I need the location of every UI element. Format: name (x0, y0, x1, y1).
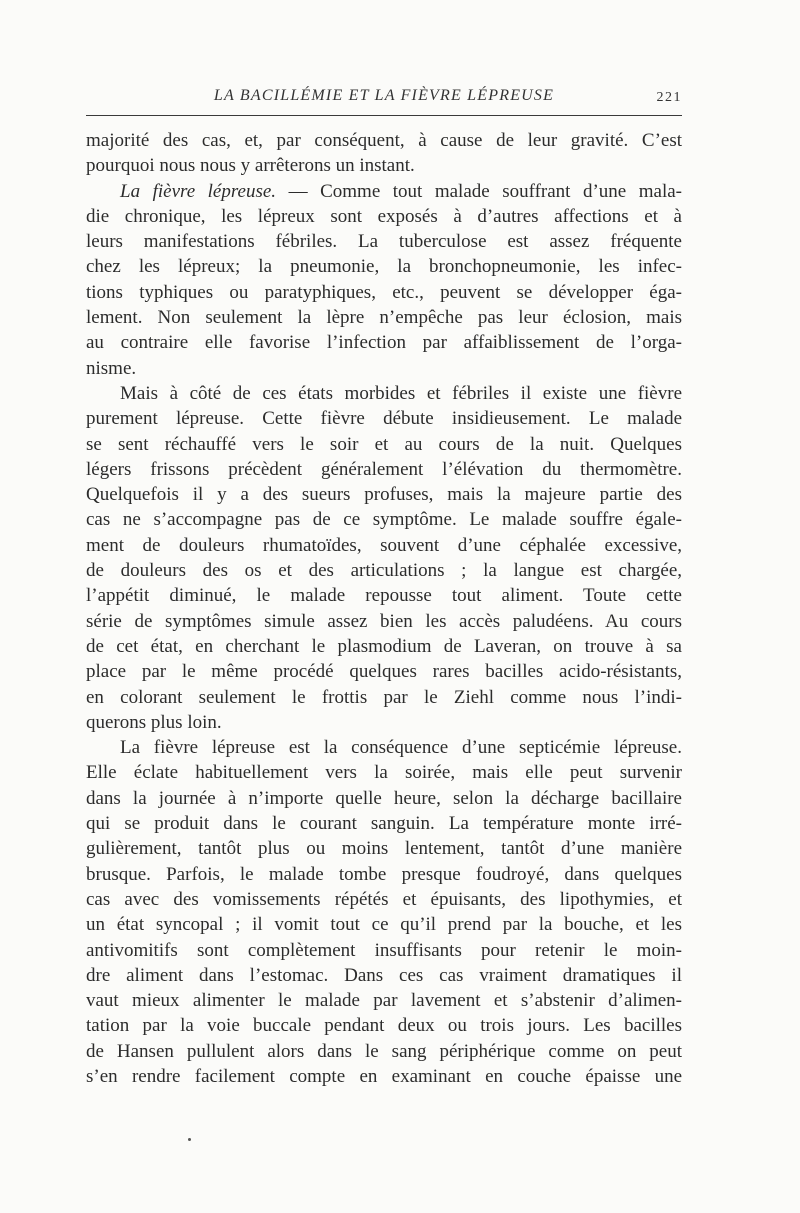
body-text (86, 128, 682, 1089)
text-line: vaut mieux alimenter le malade par lavement et s’abstenir d’alimen- (86, 990, 682, 1012)
text-line: pourquoi nous nous y arrêterons un instant. (86, 155, 415, 177)
text-line: de Hansen pullulent alors dans le sang périphérique comme on peut (86, 1040, 682, 1062)
text-line: La fièvre lépreuse est la conséquence d’une septicémie lépreuse. (120, 737, 682, 759)
text-line: leurs manifestations fébriles. La tuberculose est assez fréquente (86, 231, 682, 253)
text-line: ment de douleurs rhumatoïdes, souvent d’une céphalée excessive, (86, 534, 682, 556)
text-line: nisme. (86, 357, 137, 379)
text-line: de cet état, en cherchant le plasmodium de Laveran, on trouve à sa (86, 635, 682, 657)
text-line: de douleurs des os et des articulations ; la langue est chargée, (86, 560, 682, 582)
text-line: se sent réchauffé vers le soir et au cours de la nuit. Quelques (86, 433, 682, 455)
print-speck (188, 1138, 191, 1141)
text-line: die chronique, les lépreux sont exposés à d’autres affections et à (86, 205, 682, 227)
text-line: place par le même procédé quelques rares bacilles acido-résistants, (86, 661, 682, 683)
text-line: tation par la voie buccale pendant deux ou trois jours. Les bacilles (86, 1015, 682, 1037)
text-line: s’en rendre facilement compte en examinant en couche épaisse une (86, 1065, 682, 1087)
text-fragment: — Comme tout malade souffrant d’une mala- (288, 180, 682, 202)
text-line: cas avec des vomissements répétés et épuisants, des lipothymies, et (86, 888, 682, 910)
running-head-title: LA BACILLÉMIE ET LA FIÈVRE LÉPREUSE (213, 87, 555, 104)
section-heading: La fièvre lépreuse. (120, 180, 277, 202)
text-line: au contraire elle favorise l’infection par affaiblissement de l’orga- (86, 332, 682, 354)
text-line: antivomitifs sont complètement insuffisants pour retenir le moin- (86, 939, 682, 961)
text-line: cas ne s’accompagne pas de ce symptôme. Le malade souffre égale- (86, 509, 682, 531)
text-line: brusque. Parfois, le malade tombe presque foudroyé, dans quelques (86, 863, 682, 885)
text-line: Quelquefois il y a des sueurs profuses, mais la majeure partie des (86, 484, 682, 506)
header-rule (86, 115, 682, 116)
text-line: en colorant seulement le frottis par le Ziehl comme nous l’indi- (86, 686, 682, 708)
text-line: chez les lépreux; la pneumonie, la bronchopneumonie, les infec- (86, 256, 682, 278)
text-line: dans la journée à n’importe quelle heure, selon la décharge bacillaire (86, 787, 682, 809)
running-head (86, 87, 682, 111)
text-line: l’appétit diminué, le malade repousse tout aliment. Toute cette (86, 585, 682, 607)
text-line: lement. Non seulement la lèpre n’empêche pas leur éclosion, mais (86, 307, 682, 329)
text-line: légers frissons précèdent généralement l’élévation du thermomètre. (86, 458, 682, 480)
text-line: dre aliment dans l’estomac. Dans ces cas vraiment dramatiques il (86, 964, 682, 986)
text-line: qui se produit dans le courant sanguin. La température monte irré- (86, 813, 682, 835)
text-line: Mais à côté de ces états morbides et fébriles il existe une fièvre (120, 382, 682, 404)
text-line: un état syncopal ; il vomit tout ce qu’il prend par la bouche, et les (86, 914, 682, 936)
text-line: tions typhiques ou paratyphiques, etc., peuvent se développer éga- (86, 281, 682, 303)
text-line: série de symptômes simule assez bien les accès paludéens. Au cours (86, 610, 682, 632)
text-line (86, 179, 682, 204)
text-line: purement lépreuse. Cette fièvre débute insidieusement. Le malade (86, 408, 682, 430)
text-line: querons plus loin. (86, 711, 222, 733)
text-line: majorité des cas, et, par conséquent, à cause de leur gravité. C’est (86, 130, 682, 151)
page-number: 221 (656, 90, 682, 105)
text-line: Elle éclate habituellement vers la soirée, mais elle peut survenir (86, 762, 682, 784)
text-line: gulièrement, tantôt plus ou moins lentement, tantôt d’une manière (86, 838, 682, 860)
